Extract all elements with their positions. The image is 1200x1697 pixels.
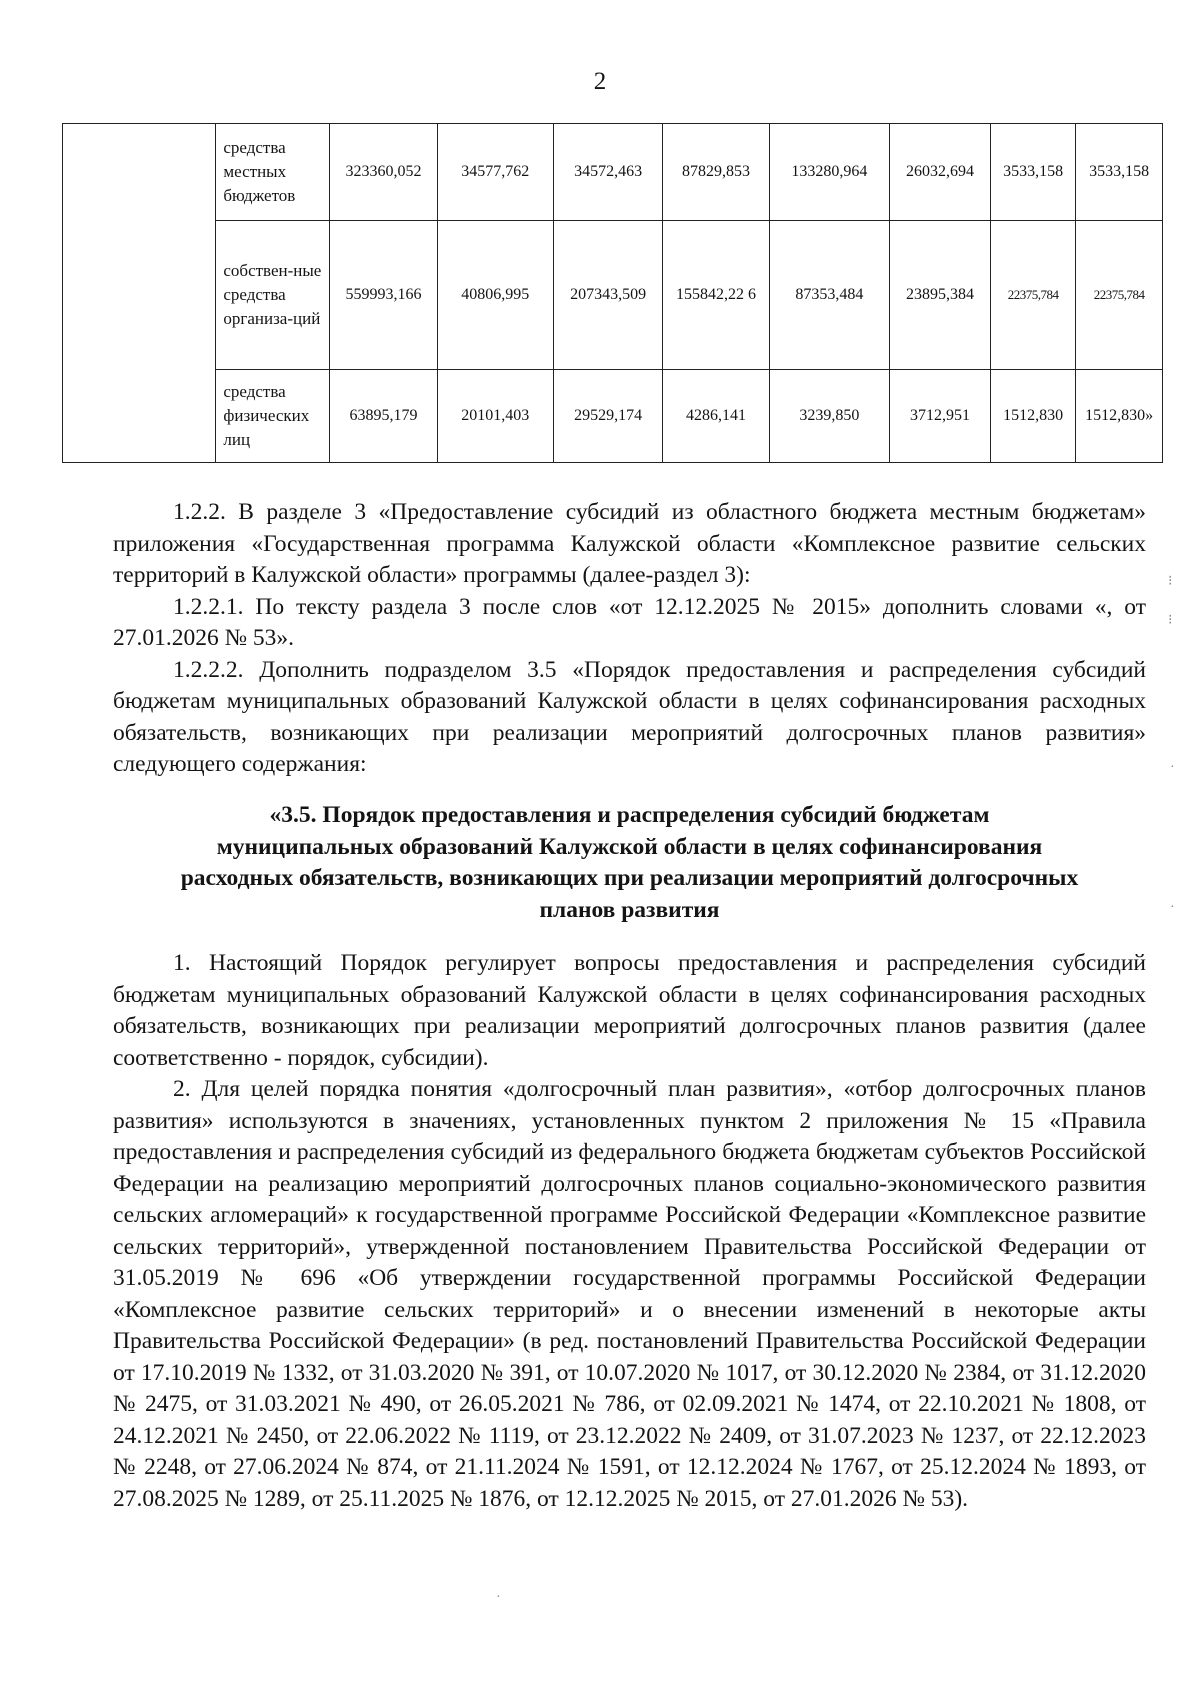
section-heading: [113, 800, 1146, 926]
heading-line: муниципальных образований Калужской области в целях софинансирования: [216, 833, 1043, 860]
funding-table: [62, 123, 1163, 463]
value-cell: 4286,141: [663, 370, 769, 463]
table-row: [63, 370, 1163, 463]
value-cell: 1512,830»: [1076, 370, 1163, 463]
heading-line: «3.5. Порядок предоставления и распределения субсидий бюджетам: [269, 802, 990, 828]
value-cell: 87353,484: [769, 221, 890, 370]
paragraph: 1.2.2. В разделе 3 «Предоставление субсидий из областного бюджета местным бюджетам» приложения «Государственная программа Калужской области «Комплексное развитие сельских территорий в Калужской области» программы (далее-раздел 3):: [113, 499, 1146, 588]
section-paragraphs: [113, 948, 1146, 1515]
table-row: [63, 124, 1163, 221]
value-cell: 20101,403: [437, 370, 553, 463]
scan-mark: ⁝: [1168, 613, 1173, 628]
page-number: 2: [593, 68, 607, 95]
value-cell: 3239,850: [769, 370, 890, 463]
value-cell: 133280,964: [769, 124, 890, 221]
scan-mark: ·: [496, 1590, 501, 1605]
value-cell: 207343,509: [553, 221, 663, 370]
value-cell: 23895,384: [890, 221, 991, 370]
empty-cell: [63, 124, 216, 463]
heading-line: планов развития: [539, 896, 720, 923]
value-cell: 34577,762: [437, 124, 553, 221]
value-cell: 22375,784: [1076, 221, 1163, 370]
table-row: [63, 221, 1163, 370]
paragraph: 1. Настоящий Порядок регулирует вопросы предоставления и распределения субсидий бюджетам муниципальных образований Калужской области в целях софинансирования расходных обязательств, возникающих при реализации мероприятий долгосрочных планов развития (далее соответственно - порядок, субсидии).: [113, 950, 1146, 1071]
value-cell: 34572,463: [553, 124, 663, 221]
value-cell: 22375,784: [990, 221, 1075, 370]
amendment-paragraphs: [113, 497, 1146, 781]
value-cell: 3533,158: [1076, 124, 1163, 221]
scan-mark: ·: [1170, 760, 1175, 775]
value-cell: 87829,853: [663, 124, 769, 221]
value-cell: 3712,951: [890, 370, 991, 463]
value-cell: 29529,174: [553, 370, 663, 463]
row-label: средства местных бюджетов: [216, 124, 330, 221]
value-cell: 1512,830: [990, 370, 1075, 463]
value-cell: 26032,694: [890, 124, 991, 221]
value-cell: 155842,22 6: [663, 221, 769, 370]
heading-line: расходных обязательств, возникающих при реализации мероприятий долгосрочных: [180, 865, 1079, 891]
value-cell: 63895,179: [330, 370, 437, 463]
paragraph: 1.2.2.2. Дополнить подразделом 3.5 «Порядок предоставления и распределения субсидий бюджетам муниципальных образований Калужской области в целях софинансирования расходных обязательств, возникающих при реализации мероприятий долгосрочных планов развития» следующего содержания:: [113, 656, 1146, 777]
value-cell: 40806,995: [437, 221, 553, 370]
row-label: средства физических лиц: [216, 370, 330, 463]
row-label: собствен-ные средства организа-ций: [216, 221, 330, 370]
value-cell: 559993,166: [330, 221, 437, 370]
paragraph: 1.2.2.1. По тексту раздела 3 после слов «от 12.12.2025 № 2015» дополнить словами «, от 27.01.2026 № 53».: [113, 593, 1146, 651]
scan-mark: ⁝: [1168, 574, 1173, 589]
value-cell: 3533,158: [990, 124, 1075, 221]
paragraph: 2. Для целей порядка понятия «долгосрочный план развития», «отбор долгосрочных планов развития» используются в значениях, установленных пунктом 2 приложения № 15 «Правила предоставления и распределения субсидий из федерального бюджета бюджетам субъектов Российской Федерации на реализацию мероприятий долгосрочных планов социально-экономического развития сельских агломераций» к государственной программе Российской Федерации «Комплексное развитие сельских территорий», утвержденной постановлением Правительства Российской Федерации от 31.05.2019 № 696 «Об утверждении государственной программы Российской Федерации «Комплексное развитие сельских территорий» и о внесении изменений в некоторые акты Правительства Российской Федерации» (в ред. постановлений Правительства Российской Федерации от 17.10.2019 № 1332, от 31.03.2020 № 391, от 10.07.2020 № 1017, от 30.12.2020 № 2384, от 31.12.2020 № 2475, от 31.03.2021 № 490, от 26.05.2021 № 786, от 02.09.2021 № 1474, от 22.10.2021 № 1808, от 24.12.2021 № 2450, от 22.06.2022 № 1119, от 23.12.2022 № 2409, от 31.07.2023 № 1237, от 22.12.2023 № 2248, от 27.06.2024 № 874, от 21.11.2024 № 1591, от 12.12.2024 № 1767, от 25.12.2024 № 1893, от 27.08.2025 № 1289, от 25.11.2025 № 1876, от 12.12.2025 № 2015, от 27.01.2026 № 53).: [113, 1076, 1146, 1512]
scan-mark: ·: [1170, 900, 1175, 915]
value-cell: 323360,052: [330, 124, 437, 221]
